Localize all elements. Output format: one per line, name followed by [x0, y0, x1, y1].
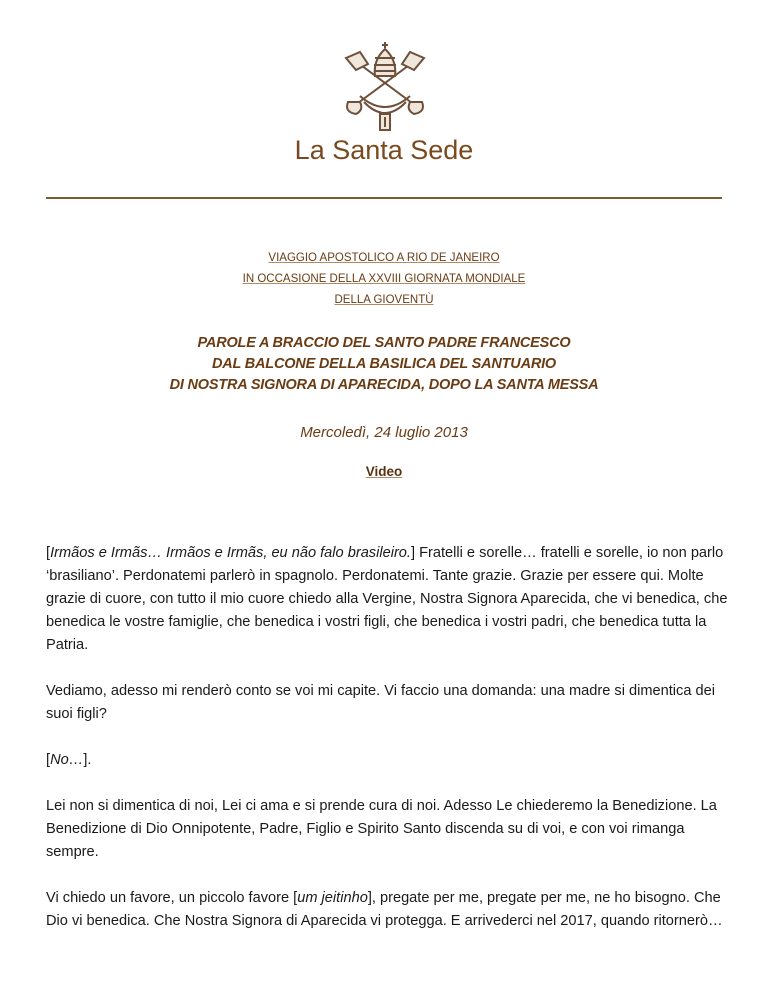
page-title-line-2: DAL BALCONE DELLA BASILICA DEL SANTUARIO: [211, 356, 557, 372]
paragraph-3: [46, 749, 736, 772]
trip-link-gmg[interactable]: IN OCCASIONE DELLA XXVIII GIORNATA MONDIALE: [242, 273, 526, 285]
date-line: Mercoledì, 24 luglio 2013: [300, 424, 468, 441]
bracket-close: ].: [83, 752, 92, 768]
trip-link-rio[interactable]: VIAGGIO APOSTOLICO A RIO DE JANEIRO: [268, 252, 500, 264]
papal-keys-tiara-emblem-icon: [340, 40, 430, 132]
video-link[interactable]: Video: [365, 464, 403, 479]
page-title: [0, 333, 768, 396]
paragraph-5-start: Vi chiedo un favore, un piccolo favore [: [46, 890, 298, 906]
paragraph-2: Vediamo, adesso mi renderò conto se voi mi capite. Vi faccio una domanda: una madre si dimentica dei suoi figli?: [46, 683, 715, 722]
portuguese-phrase: um jeitinho: [297, 890, 368, 906]
papal-emblem-icon: [340, 40, 430, 132]
bracket-open: [: [46, 545, 51, 561]
crowd-response: No…: [50, 752, 84, 768]
page-title-line-1: PAROLE A BRACCIO DEL SANTO PADRE FRANCESCO: [197, 335, 571, 351]
paragraph-5: [46, 887, 736, 933]
paragraph-4: Lei non si dimentica di noi, Lei ci ama e si prende cura di noi. Adesso Le chiederemo la Benedizione. La Benedizione di Dio Onnipotente, Padre, Figlio e Spirito Santo discenda su di voi, e con voi rimanga sempre.: [46, 798, 717, 860]
header-divider: [46, 197, 722, 199]
trip-breadcrumb: [0, 248, 768, 311]
speech-body: [46, 542, 736, 956]
paragraph-1: [46, 542, 736, 657]
paragraph-1-text: ] Fratelli e sorelle… fratelli e sorelle, io non parlo ‘brasiliano’. Perdonatemi parlerò in spagnolo. Perdonatemi. Tante grazie. Grazie per essere qui. Molte grazie di cuore, con tutto il mio cuore chiedo alla Vergine, Nostra Signora Aparecida, che vi benedica, che benedica le vostre famiglie, che benedica i vostri figli, che benedica i vostri padri, che benedica tutta la Patria.: [46, 545, 728, 653]
trip-link-gioventu[interactable]: DELLA GIOVENTÙ: [334, 294, 434, 306]
page-title-line-3: DI NOSTRA SIGNORA DI APARECIDA, DOPO LA SANTA MESSA: [169, 377, 599, 393]
portuguese-phrase: Irmãos e Irmãs… Irmãos e Irmãs, eu não falo brasileiro.: [50, 545, 411, 561]
paragraph-5-end: ], pregate per me, pregate per me, ne ho bisogno. Che Dio vi benedica. Che Nostra Signora di Aparecida vi protegga. E arrivederci nel 2017, quando ritornerò…: [46, 890, 723, 929]
video-link-container: [0, 464, 768, 479]
bracket-open: [: [46, 752, 51, 768]
site-title: La Santa Sede: [294, 135, 474, 165]
